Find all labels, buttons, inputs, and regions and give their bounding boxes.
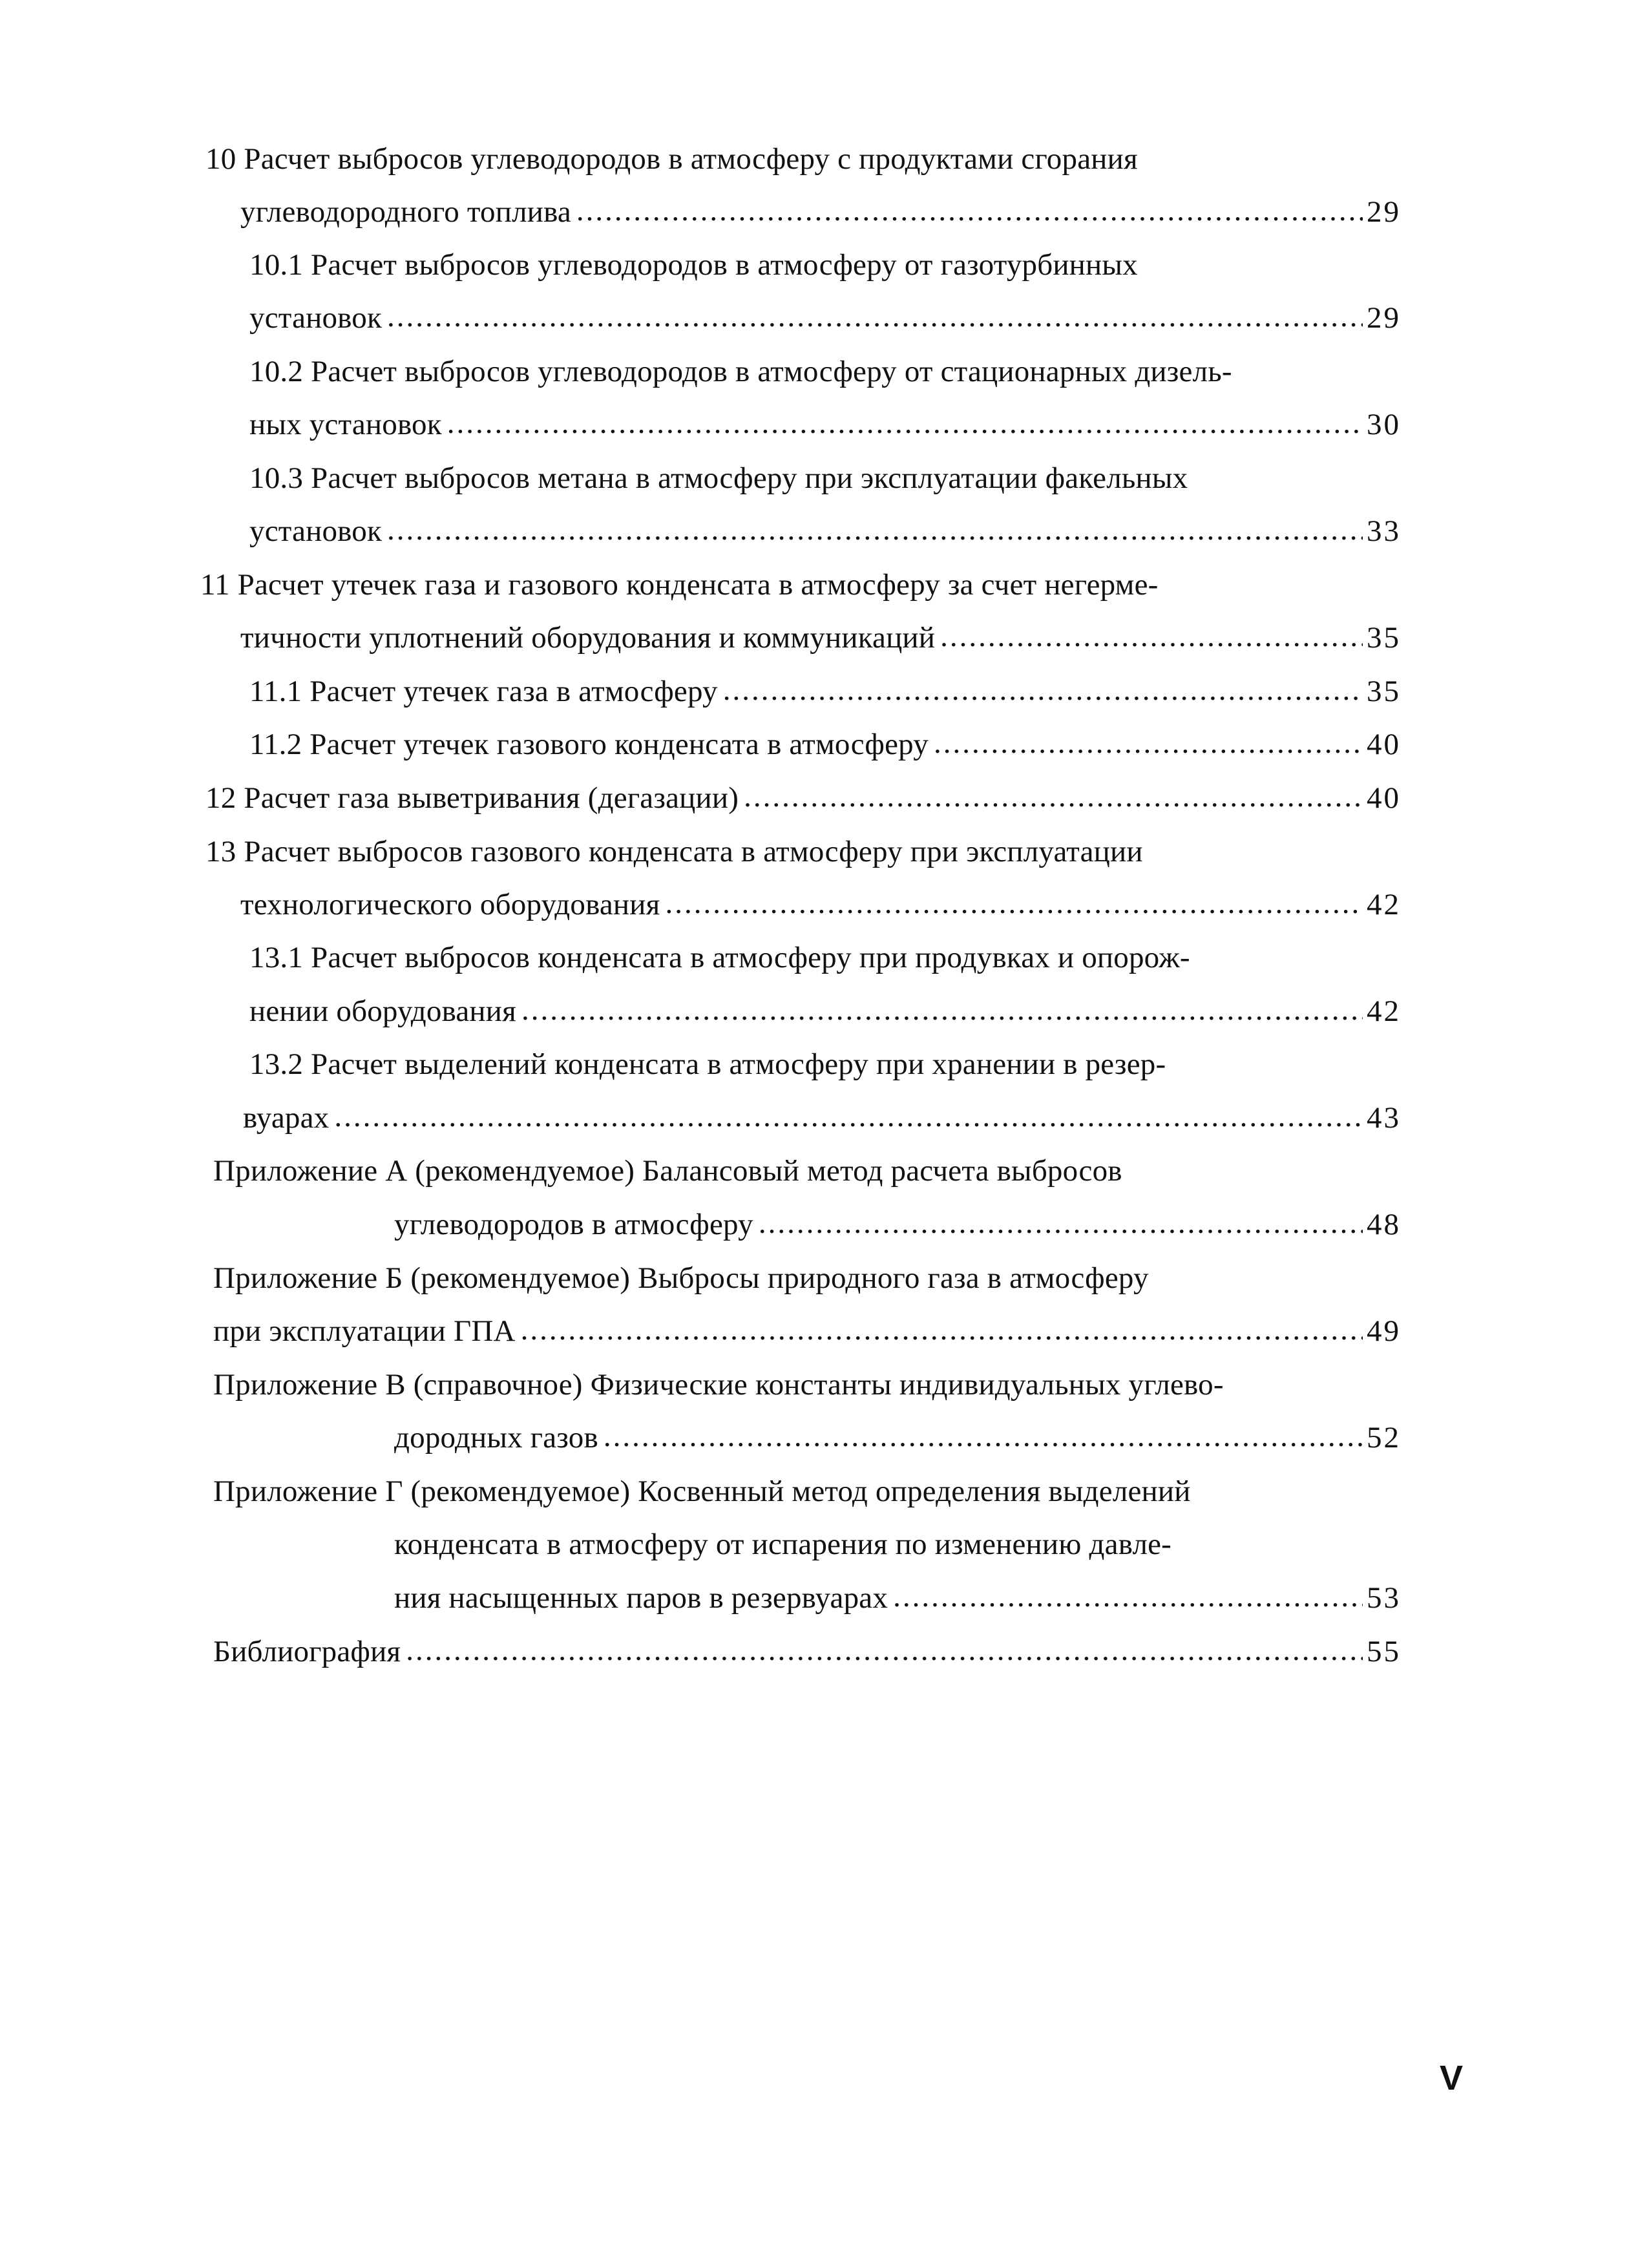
toc-line [243,1098,1401,1137]
toc-entry-text: 13.1 Расчет выбросов конденсата в атмосферу при продувках и опорож- [249,941,1190,974]
leader-dots [604,1417,1363,1456]
leader-dots [387,510,1363,549]
toc-entry-text: ных установок [249,408,442,441]
toc-line [249,938,1401,977]
toc-entry-text: углеводородов в атмосферу [394,1208,753,1241]
toc-entry-text: 11.1 Расчет утечек газа в атмосферу [249,675,718,708]
toc-page-number: 55 [1367,1635,1401,1668]
toc-line [249,992,1401,1031]
toc-line [200,565,1401,604]
toc-entry-text: установок [249,514,382,548]
toc-line [213,1472,1401,1511]
toc-line [240,885,1401,924]
toc-line [213,1259,1401,1297]
toc-page-number: 49 [1367,1314,1401,1348]
toc-page-number: 48 [1367,1208,1401,1241]
toc-line [249,352,1401,391]
leader-dots [521,991,1363,1029]
toc-line [249,725,1401,764]
toc-entry-text: при эксплуатации ГПА [213,1314,516,1348]
toc-line [205,140,1401,178]
toc-page-number: 52 [1367,1421,1401,1454]
toc-entry-text: технологического оборудования [240,888,660,921]
toc-entry-text: 11 Расчет утечек газа и газового конденсата в атмосферу за счет негерме- [200,568,1159,602]
toc-line [213,1151,1401,1190]
toc-line [394,1205,1401,1244]
toc-entry-text: углеводородного топлива [240,195,571,229]
leader-dots [893,1577,1363,1616]
leader-dots [576,191,1363,230]
toc-line [394,1579,1401,1617]
leader-dots [447,404,1363,443]
page-number: V [1440,2059,1464,2097]
toc-entry-text: Приложение В (справочное) Физические константы индивидуальных углево- [213,1368,1224,1402]
toc-entry-text: конденсата в атмосферу от испарения по изменению давле- [394,1528,1172,1561]
toc-entry-text: Библиография [213,1635,401,1668]
leader-dots [759,1204,1363,1243]
toc-page-number: 33 [1367,514,1401,548]
toc-entry-text: тичности уплотнений оборудования и коммуникаций [240,621,936,655]
toc-entry-text: 11.2 Расчет утечек газового конденсата в атмосферу [249,728,929,761]
toc-line [205,779,1401,817]
toc-page-number: 29 [1367,195,1401,229]
leader-dots [521,1310,1363,1349]
leader-dots [665,884,1363,923]
toc-page-number: 30 [1367,408,1401,441]
toc-line [213,1365,1401,1404]
toc-entry-text: 12 Расчет газа выветривания (дегазации) [205,781,739,815]
toc-line [249,1045,1401,1084]
toc-entry-text: Приложение А (рекомендуемое) Балансовый метод расчета выбросов [213,1154,1122,1188]
toc-line [205,832,1401,871]
toc-page-number: 29 [1367,301,1401,335]
toc-page-number: 35 [1367,621,1401,655]
toc-page-number: 53 [1367,1581,1401,1615]
leader-dots [387,297,1363,336]
toc-line [249,299,1401,337]
toc-entry-text: 13 Расчет выбросов газового конденсата в атмосферу при эксплуатации [205,835,1143,868]
toc-entry-text: Приложение Г (рекомендуемое) Косвенный метод определения выделений [213,1475,1191,1508]
leader-dots [934,724,1363,762]
toc-entry-text: установок [249,301,382,335]
toc-entry-text: 10.1 Расчет выбросов углеводородов в атмосферу от газотурбинных [249,248,1138,282]
toc-entry-text: 10.2 Расчет выбросов углеводородов в атмосферу от стационарных дизель- [249,355,1232,388]
toc-entry-text: 10.3 Расчет выбросов метана в атмосферу при эксплуатации факельных [249,461,1188,495]
toc-entry-text: Приложение Б (рекомендуемое) Выбросы природного газа в атмосферу [213,1261,1149,1295]
leader-dots [723,671,1363,709]
toc-page-number: 42 [1367,888,1401,921]
leader-dots [406,1631,1363,1670]
toc-page-number: 42 [1367,994,1401,1028]
leader-dots [940,617,1363,656]
leader-dots [334,1097,1363,1136]
toc-line [213,1632,1401,1671]
toc-line [249,672,1401,711]
toc-entry-text: 13.2 Расчет выделений конденсата в атмосферу при хранении в резер- [249,1047,1166,1081]
toc-page-number: 40 [1367,781,1401,815]
toc-entry-text: дородных газов [394,1421,598,1454]
toc-line [249,405,1401,444]
leader-dots [744,777,1363,816]
toc-page-number: 40 [1367,728,1401,761]
toc-line [213,1312,1401,1350]
toc-entry-text: 10 Расчет выбросов углеводородов в атмосферу с продуктами сгорания [205,142,1138,176]
toc-entry-text: нении оборудования [249,994,516,1028]
toc-line [240,618,1401,657]
toc-line [249,512,1401,551]
toc-page-number: 35 [1367,675,1401,708]
toc-line [394,1525,1401,1564]
toc-entry-text: ния насыщенных паров в резервуарах [394,1581,888,1615]
toc-line [249,459,1401,498]
toc-line [249,246,1401,284]
toc-line [394,1418,1401,1457]
toc-entry-text: вуарах [243,1101,330,1135]
toc-line [240,193,1401,231]
toc-page-number: 43 [1367,1101,1401,1135]
